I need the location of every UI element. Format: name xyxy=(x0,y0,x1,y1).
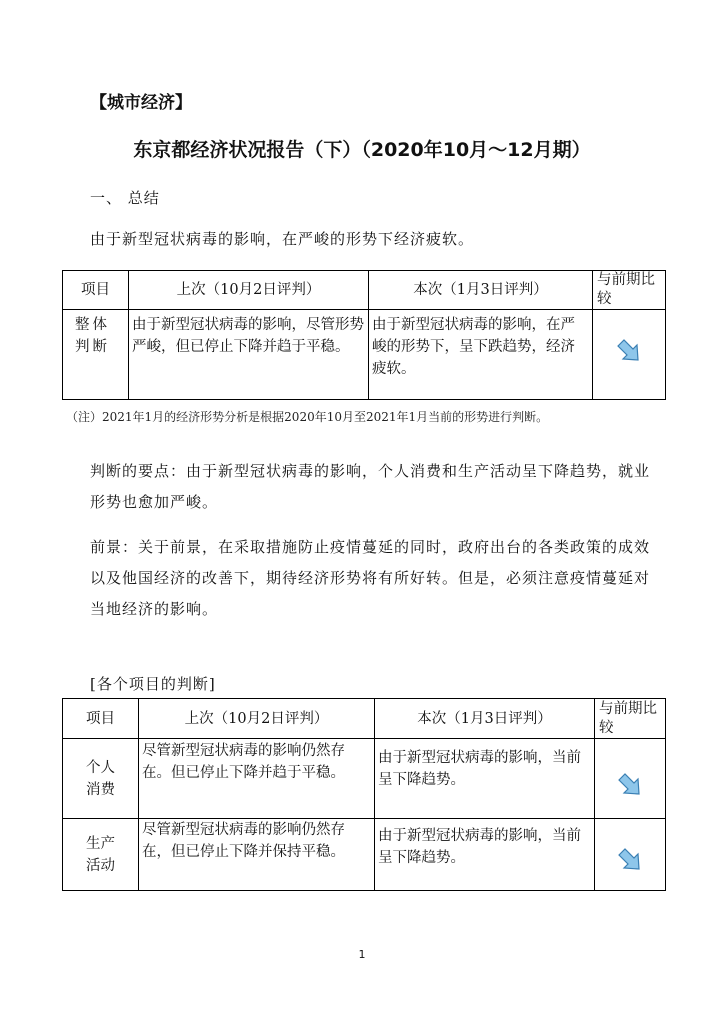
row-item: 生产活动 xyxy=(63,819,139,891)
page-number: 1 xyxy=(358,948,366,961)
document-title: 东京都经济状况报告（下）（2020年10月～12月期） xyxy=(133,139,591,161)
row-trend xyxy=(595,739,666,819)
table-note: （注）2021年1月的经济形势分析是根据2020年10月至2021年1月当前的形势进行判断。 xyxy=(66,410,549,424)
header-item: 项目 xyxy=(63,699,139,739)
row-current: 由于新型冠状病毒的影响，当前呈下降趋势。 xyxy=(375,819,595,891)
outlook-text: 前景：关于前景，在采取措施防止疫情蔓延的同时，政府出台的各类政策的成效以及他国经济的改善下，期待经济形势将有所好转。但是，必须注意疫情蔓延对当地经济的影响。 xyxy=(90,538,651,618)
row-item: 个人消费 xyxy=(63,739,139,819)
row-current: 由于新型冠状病毒的影响，在严峻的形势下，呈下跌趋势，经济疲软。 xyxy=(369,310,593,400)
header-previous: 上次（10月2日评判） xyxy=(129,271,369,310)
table-header-row xyxy=(63,699,666,739)
arrow-down-right-icon xyxy=(617,772,643,798)
heading-summary: 一、 总结 xyxy=(90,189,160,207)
row-trend xyxy=(593,310,666,400)
header-compare: 与前期比较 xyxy=(593,271,666,310)
table-row xyxy=(63,819,666,891)
overall-judgment-table xyxy=(62,270,666,400)
table-header-row xyxy=(63,271,666,310)
row-previous: 由于新型冠状病毒的影响，尽管形势严峻，但已停止下降并趋于平稳。 xyxy=(129,310,369,400)
header-current: 本次（1月3日评判） xyxy=(369,271,593,310)
table-row xyxy=(63,310,666,400)
row-trend xyxy=(595,819,666,891)
section-tag: 【城市经济】 xyxy=(90,93,192,113)
row-previous: 尽管新型冠状病毒的影响仍然存在，但已停止下降并保持平稳。 xyxy=(139,819,375,891)
section2-label: [各个项目的判断] xyxy=(90,675,216,693)
arrow-down-right-icon xyxy=(617,847,643,873)
item-judgment-table xyxy=(62,698,666,891)
summary-text: 由于新型冠状病毒的影响，在严峻的形势下经济疲软。 xyxy=(90,230,475,248)
row-item: 整体判断 xyxy=(63,310,129,400)
header-item: 项目 xyxy=(63,271,129,310)
header-previous: 上次（10月2日评判） xyxy=(139,699,375,739)
header-compare: 与前期比较 xyxy=(595,699,666,739)
judgment-points: 判断的要点：由于新型冠状病毒的影响，个人消费和生产活动呈下降趋势，就业形势也愈加严峻。 xyxy=(90,462,651,511)
row-previous: 尽管新型冠状病毒的影响仍然存在。但已停止下降并趋于平稳。 xyxy=(139,739,375,819)
table-row xyxy=(63,739,666,819)
arrow-down-right-icon xyxy=(616,338,642,364)
header-current: 本次（1月3日评判） xyxy=(375,699,595,739)
row-current: 由于新型冠状病毒的影响，当前呈下降趋势。 xyxy=(375,739,595,819)
